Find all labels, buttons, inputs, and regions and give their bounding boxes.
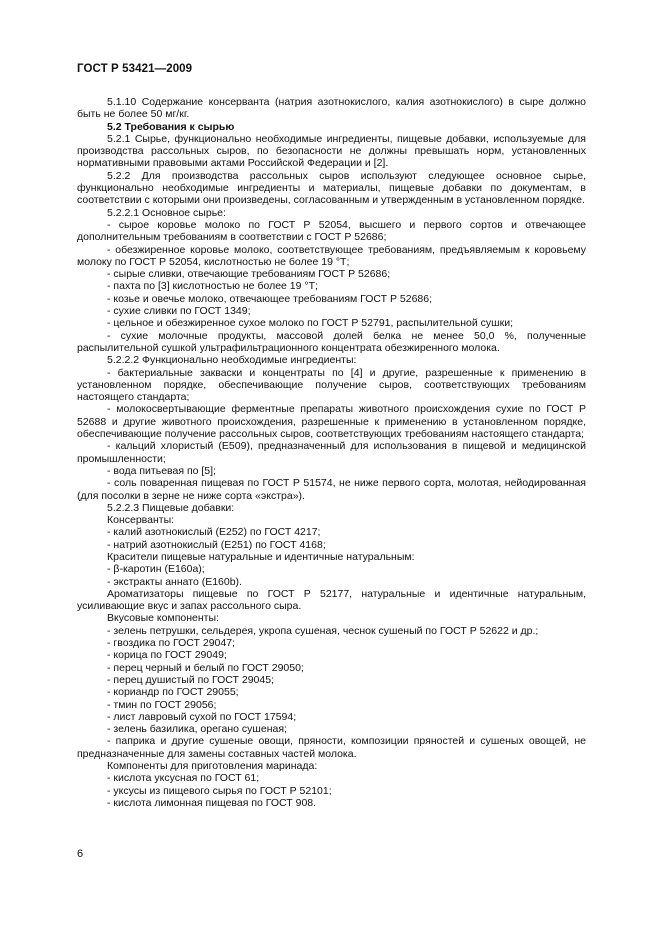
list-item: - корица по ГОСТ 29049; <box>107 649 227 662</box>
list-item: - сухие сливки по ГОСТ 1349; <box>107 305 251 318</box>
paragraph: 5.2.1 Сырье, функционально необходимые ингредиенты, пищевые добавки, используемые для производства рассольных сыров, по безопасности не должны превышать норм, установленных нормативными правовыми актами Российской Федерации и [2]. <box>77 132 586 170</box>
list-item: - пахта по [3] кислотностью не более 19 °Т; <box>107 280 318 293</box>
list-item: - козье и овечье молоко, отвечающее требованиям ГОСТ Р 52686; <box>107 292 433 305</box>
page-number: 6 <box>77 848 84 860</box>
list-item: - паприка и другие сушеные овощи, пряности, композиции пряностей и сушеных овощей, не предназначенные для замены составных частей молока. <box>77 735 586 760</box>
list-item: - натрий азотнокислый (Е251) по ГОСТ 4168; <box>107 538 326 551</box>
list-item: - сухие молочные продукты, массовой долей белка не менее 50,0 %, полученные распылительной сушкой ультрафильтрационного концентрата обезжиренного молока. <box>77 329 586 354</box>
paragraph: 5.2.2.2 Функционально необходимые ингредиенты: <box>107 354 357 367</box>
paragraph: 5.2.2 Для производства рассольных сыров используют следующее основное сырье, функционально необходимые ингредиенты и материалы, пищевые добавки по документам, в соответствии с которыми они произведены, согласованным и утвержденным в установленном порядке. <box>77 169 586 207</box>
list-item: - калий азотнокислый (Е252) по ГОСТ 4217; <box>107 526 321 539</box>
list-item: - кислота лимонная пищевая по ГОСТ 908. <box>107 796 317 809</box>
list-item: - вода питьевая по [5]; <box>107 464 216 477</box>
paragraph: 5.1.10 Содержание консерванта (натрия азотнокислого, калия азотнокислого) в сыре должно быть не более 50 мг/кг. <box>77 96 586 121</box>
document-body <box>77 96 586 809</box>
list-item: - уксусы из пищевого сырья по ГОСТ Р 52101; <box>107 784 332 797</box>
list-item: - цельное и обезжиренное сухое молоко по ГОСТ Р 52791, распылительной сушки; <box>107 317 513 330</box>
list-item: - перец черный и белый по ГОСТ 29050; <box>107 661 304 674</box>
list-item: - кислота уксусная по ГОСТ 61; <box>107 772 260 785</box>
paragraph: 5.2.2.1 Основное сырье: <box>107 206 226 219</box>
list-item: - кориандр по ГОСТ 29055; <box>107 686 239 699</box>
list-item: - соль поваренная пищевая по ГОСТ Р 51574, не ниже первого сорта, молотая, нейодированная (для посолки в зерне не ниже сорта «экстра»). <box>77 477 586 502</box>
list-item: - лист лавровый сухой по ГОСТ 17594; <box>107 710 297 723</box>
paragraph: Красители пищевые натуральные и идентичные натуральным: <box>107 550 415 563</box>
paragraph: Вкусовые компоненты: <box>107 612 219 625</box>
document-header: ГОСТ Р 53421—2009 <box>77 63 193 75</box>
list-item: - гвоздика по ГОСТ 29047; <box>107 637 235 650</box>
list-item: - сырое коровье молоко по ГОСТ Р 52054, высшего и первого сортов и отвечающее дополнительным требованиям в соответствии с ГОСТ Р 52686; <box>77 218 586 244</box>
paragraph: 5.2.2.3 Пищевые добавки: <box>107 501 235 514</box>
list-item: - перец душистый по ГОСТ 29045; <box>107 673 274 686</box>
list-item: - обезжиренное коровье молоко, соответствующее требованиям, предъявляемым к коровьему молоку по ГОСТ Р 52054, кислотностью не более 19 °Т; <box>77 243 586 268</box>
paragraph: Ароматизаторы пищевые по ГОСТ Р 52177, натуральные и идентичные натуральным, усиливающие вкус и запах рассольного сыра. <box>77 587 586 613</box>
list-item: - тмин по ГОСТ 29056; <box>107 698 217 711</box>
section-heading: 5.2 Требования к сырью <box>107 120 235 133</box>
paragraph: Консерванты: <box>107 514 175 527</box>
paragraph: Компоненты для приготовления маринада: <box>107 760 318 773</box>
list-item: - бактериальные закваски и концентраты по [4] и другие, разрешенные к применению в установленном порядке, обеспечивающие получение сыров, соответствующих требованиям настоящего стандарта; <box>77 366 586 404</box>
list-item: - сырые сливки, отвечающие требованиям ГОСТ Р 52686; <box>107 268 391 281</box>
list-item: - экстракты аннато (Е160b). <box>107 575 242 588</box>
list-item: - зелень базилика, орегано сушеная; <box>107 723 287 736</box>
list-item: - зелень петрушки, сельдерея, укропа сушеная, чеснок сушеный по ГОСТ Р 52622 и др.; <box>107 624 539 637</box>
list-item: - β-каротин (Е160а); <box>107 563 205 576</box>
list-item: - молокосвертывающие ферментные препараты животного происхождения сухие по ГОСТ Р 52688 и другие животного происхождения, разрешенные к применению в установленном порядке, обеспечивающие получение рассольных сыров, соответствующих требованиям настоящего стандарта; <box>77 403 586 441</box>
list-item: - кальций хлористый (Е509), предназначенный для использования в пищевой и медицинской промышленности; <box>77 440 586 465</box>
